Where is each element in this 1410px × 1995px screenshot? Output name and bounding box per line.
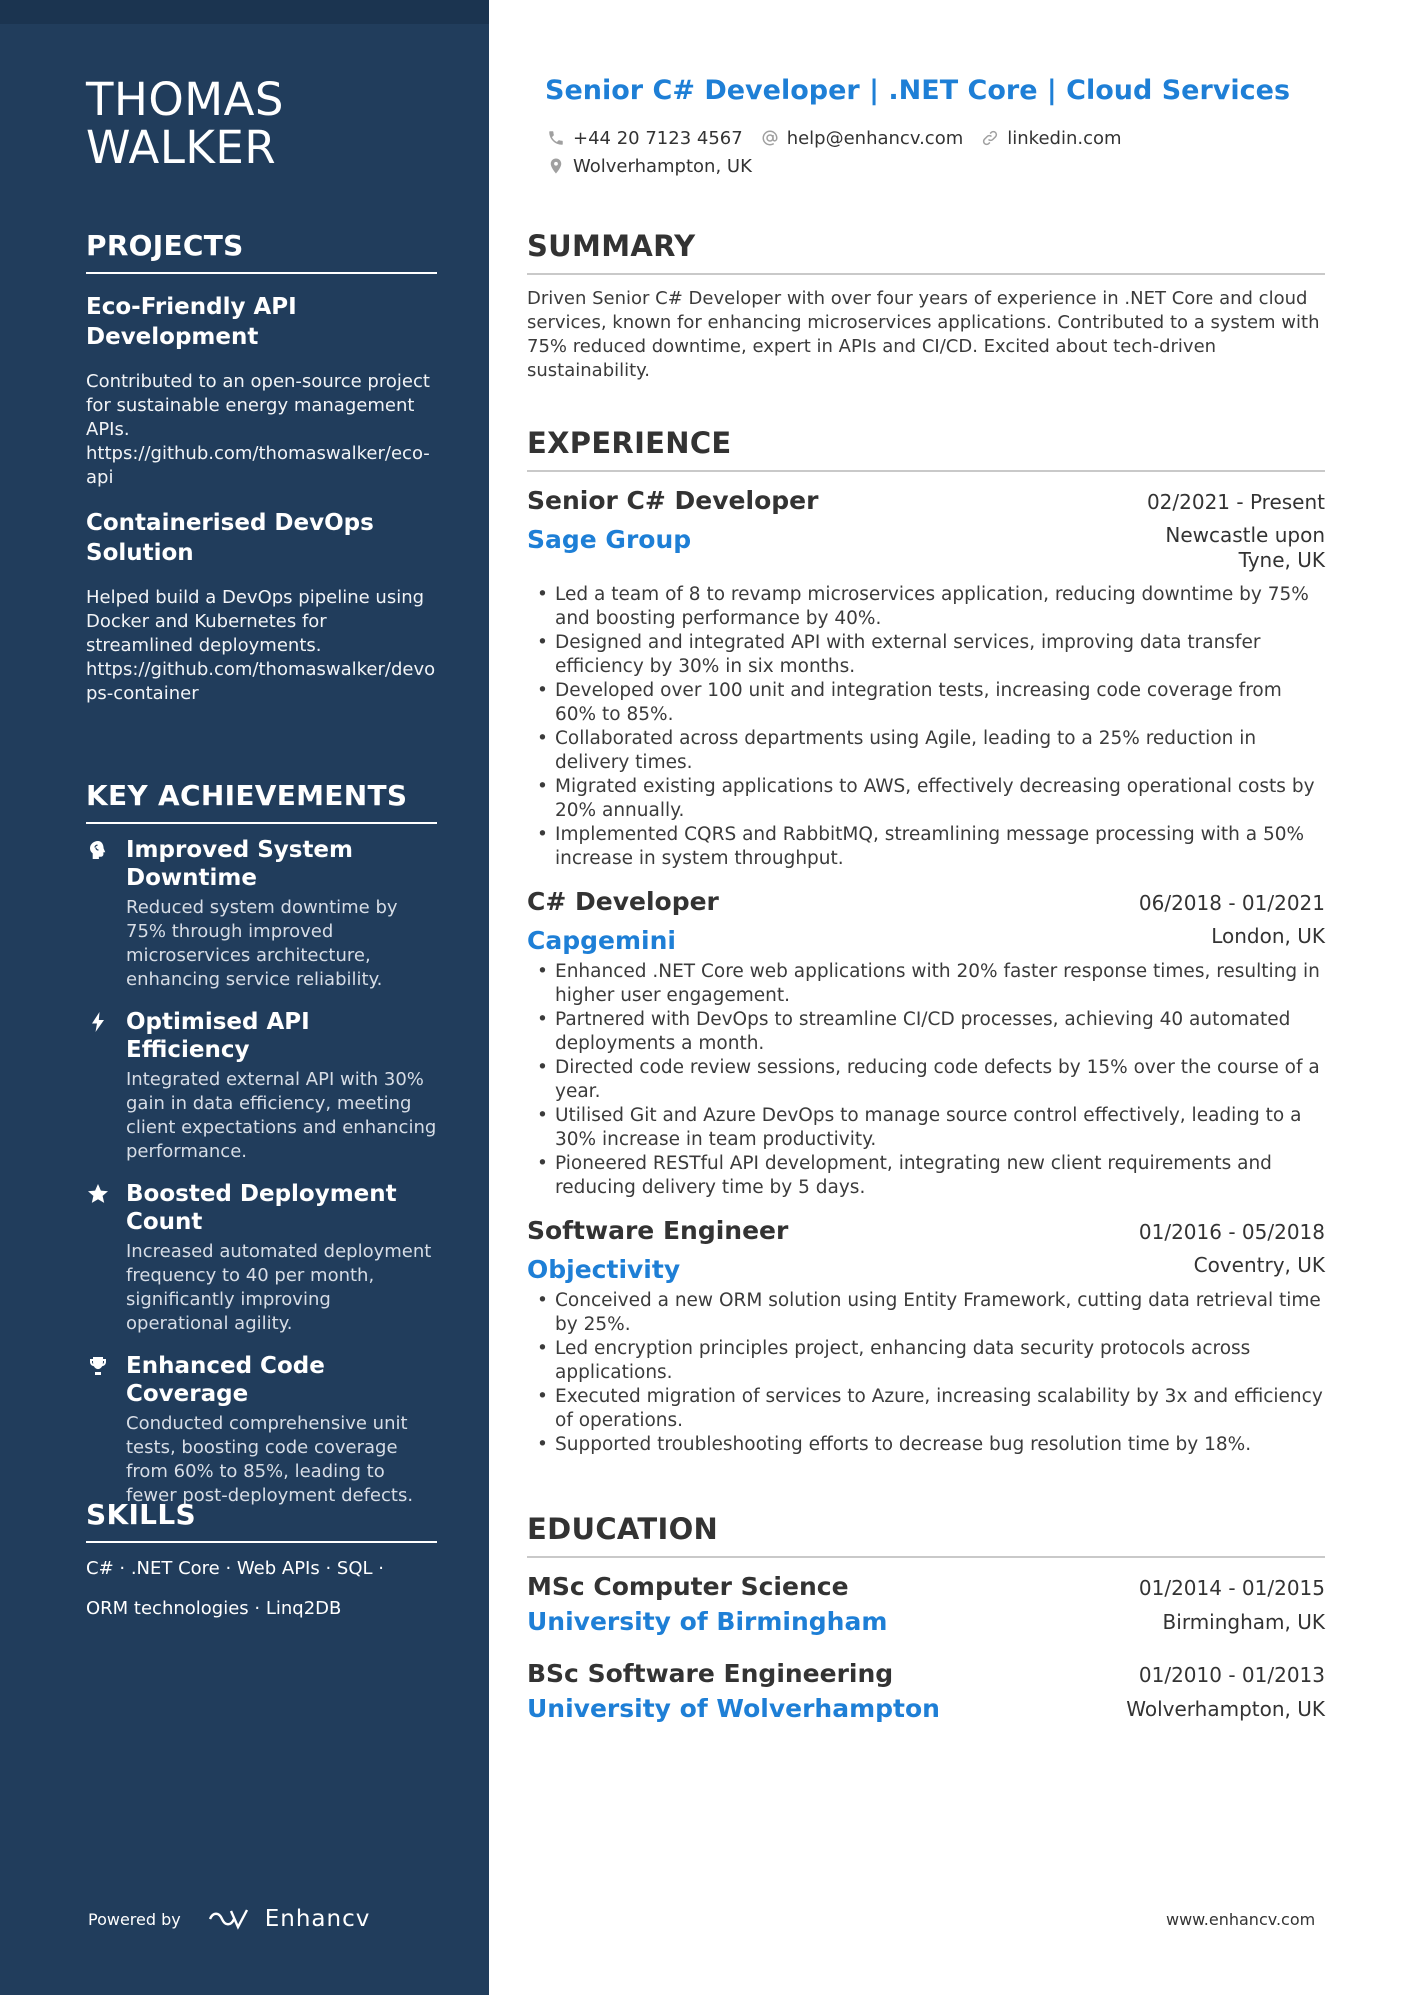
job-bullet: • Executed migration of services to Azure, increasing scalability by 3x and efficiency of operations.	[527, 1385, 1325, 1433]
job-dates: 01/2016 - 05/2018	[1138, 1220, 1325, 1244]
achievement-title: Improved System Downtime	[126, 837, 354, 891]
education-entry	[527, 1570, 1325, 1639]
company-name: Sage Group	[527, 525, 692, 554]
sidebar	[0, 0, 489, 1995]
headline: Senior C# Developer | .NET Core | Cloud Services	[545, 75, 1291, 106]
experience-title: EXPERIENCE	[527, 425, 1325, 472]
enhancv-logo-icon	[207, 1906, 255, 1932]
education-location: Wolverhampton, UK	[1126, 1697, 1325, 1721]
candidate-name: THOMAS WALKER	[86, 73, 284, 174]
job-entry	[527, 484, 1325, 871]
summary-text: Driven Senior C# Developer with over four years of experience in .NET Core and cloud services, known for enhancing microservices applications. Contributed to a system with 75% reduced downtime, expert in APIs and CI/CD. Excited about tech-driven sustainability.	[527, 288, 1320, 381]
achievements-title: KEY ACHIEVEMENTS	[86, 778, 437, 824]
experience-section	[527, 425, 1325, 1457]
project-description: Helped build a DevOps pipeline using Docker and Kubernetes for streamlined deployments. https://github.com/thomaswalker/devops-container	[86, 587, 436, 704]
summary-section	[527, 228, 1325, 383]
projects-section	[86, 228, 437, 706]
contact-info	[547, 124, 1307, 180]
star-icon	[86, 1182, 110, 1206]
education-section	[527, 1511, 1325, 1726]
email-text[interactable]: help@enhancv.com	[786, 127, 964, 149]
company-name: Capgemini	[527, 926, 676, 955]
degree: MSc Computer Science	[527, 1572, 849, 1601]
job-bullet: • Enhanced .NET Core web applications with 20% faster response times, resulting in higher user engagement.	[527, 960, 1325, 1008]
location-text: Wolverhampton, UK	[573, 155, 752, 177]
job-bullet: • Developed over 100 unit and integration tests, increasing code coverage from 60% to 85%.	[527, 679, 1325, 727]
achievement-item	[86, 1180, 437, 1336]
project-title: Eco-Friendly API Development	[86, 294, 297, 350]
job-bullet: • Conceived a new ORM solution using Entity Framework, cutting data retrieval time by 25%.	[527, 1289, 1325, 1337]
job-bullet: • Designed and integrated API with external services, improving data transfer efficiency by 30% in six months.	[527, 631, 1325, 679]
main-content	[527, 0, 1325, 1995]
achievement-description: Increased automated deployment frequency to 40 per month, significantly improving operational agility.	[126, 1241, 432, 1334]
job-dates: 02/2021 - Present	[1146, 490, 1325, 514]
job-bullet: • Led a team of 8 to revamp microservices application, reducing downtime by 75% and boosting performance by 40%.	[527, 583, 1325, 631]
achievement-description: Integrated external API with 30% gain in data efficiency, meeting client expectations and enhancing performance.	[126, 1069, 437, 1162]
school-name: University of Wolverhampton	[527, 1694, 940, 1723]
skills-list: C# · .NET Core · Web APIs · SQL ·	[86, 1558, 384, 1579]
job-bullet: • Directed code review sessions, reducing code defects by 15% over the course of a year.	[527, 1056, 1325, 1104]
contact-email[interactable]	[761, 128, 964, 149]
education-dates: 01/2010 - 01/2013	[1138, 1663, 1325, 1687]
achievement-item	[86, 836, 437, 992]
achievement-item	[86, 1008, 437, 1164]
job-bullet: • Pioneered RESTful API development, integrating new client requirements and reducing delivery time by 5 days.	[527, 1152, 1325, 1200]
linkedin-text[interactable]: linkedin.com	[1007, 127, 1122, 149]
education-entry	[527, 1657, 1325, 1726]
contact-location	[547, 156, 752, 177]
job-bullets	[527, 960, 1325, 1200]
job-bullet: • Led encryption principles project, enhancing data security protocols across applications.	[527, 1337, 1325, 1385]
job-bullets	[527, 1289, 1325, 1457]
achievement-description: Conducted comprehensive unit tests, boosting code coverage from 60% to 85%, leading to fewer post-deployment defects.	[126, 1413, 414, 1506]
job-entry	[527, 1214, 1325, 1457]
achievement-title: Optimised API Efficiency	[126, 1009, 310, 1063]
job-role: Software Engineer	[527, 1216, 789, 1245]
trophy-icon	[86, 1354, 110, 1378]
school-name: University of Birmingham	[527, 1607, 888, 1636]
project-title: Containerised DevOps Solution	[86, 510, 374, 566]
link-icon	[981, 129, 999, 147]
brain-icon	[86, 838, 110, 862]
job-role: Senior C# Developer	[527, 486, 819, 515]
at-icon	[761, 129, 779, 147]
education-dates: 01/2014 - 01/2015	[1138, 1576, 1325, 1600]
contact-phone	[547, 128, 743, 149]
achievement-title: Enhanced Code Coverage	[126, 1353, 325, 1407]
sidebar-top-bar	[0, 0, 489, 24]
job-dates: 06/2018 - 01/2021	[1138, 891, 1325, 915]
job-bullet: • Collaborated across departments using Agile, leading to a 25% reduction in delivery times.	[527, 727, 1325, 775]
job-bullet: • Utilised Git and Azure DevOps to manage source control effectively, leading to a 30% increase in team productivity.	[527, 1104, 1325, 1152]
achievement-item	[86, 1352, 437, 1508]
education-location: Birmingham, UK	[1162, 1610, 1325, 1634]
degree: BSc Software Engineering	[527, 1659, 894, 1688]
job-role: C# Developer	[527, 887, 719, 916]
company-name: Objectivity	[527, 1255, 681, 1284]
job-bullet: • Implemented CQRS and RabbitMQ, streamlining message processing with a 50% increase in system throughput.	[527, 823, 1325, 871]
job-location: Coventry, UK	[1193, 1253, 1325, 1277]
job-bullet: • Supported troubleshooting efforts to decrease bug resolution time by 18%.	[527, 1433, 1325, 1457]
summary-title: SUMMARY	[527, 228, 1325, 275]
job-location: Newcastle upon Tyne, UK	[1165, 523, 1325, 572]
footer-url[interactable]: www.enhancv.com	[1166, 1910, 1316, 1929]
enhancv-brand-text: Enhancv	[264, 1906, 371, 1932]
location-pin-icon	[547, 157, 565, 175]
job-bullet: • Partnered with DevOps to streamline CI/CD processes, achieving 40 automated deployments a month.	[527, 1008, 1325, 1056]
achievement-title: Boosted Deployment Count	[126, 1181, 397, 1235]
achievements-section	[86, 778, 437, 1508]
powered-by-label: Powered by	[88, 1909, 181, 1929]
phone-icon	[547, 129, 565, 147]
education-title: EDUCATION	[527, 1511, 1325, 1558]
project-item	[86, 292, 437, 490]
enhancv-logo	[207, 1906, 371, 1932]
phone-text: +44 20 7123 4567	[573, 127, 743, 149]
skills-list: ORM technologies · Linq2DB	[86, 1598, 342, 1619]
lightning-icon	[86, 1010, 110, 1034]
powered-by	[88, 1906, 370, 1932]
skills-title: SKILLS	[86, 1497, 437, 1543]
job-bullet: • Migrated existing applications to AWS, effectively decreasing operational costs by 20% annually.	[527, 775, 1325, 823]
achievement-description: Reduced system downtime by 75% through improved microservices architecture, enhancing service reliability.	[126, 897, 398, 990]
job-location: London, UK	[1211, 924, 1325, 948]
job-entry	[527, 885, 1325, 1200]
skills-section	[86, 1497, 437, 1629]
project-item	[86, 508, 437, 706]
contact-linkedin[interactable]	[981, 128, 1121, 149]
job-bullets	[527, 583, 1325, 871]
projects-title: PROJECTS	[86, 228, 437, 274]
project-description: Contributed to an open-source project for sustainable energy management APIs. https://github.com/thomaswalker/eco-api	[86, 371, 430, 488]
